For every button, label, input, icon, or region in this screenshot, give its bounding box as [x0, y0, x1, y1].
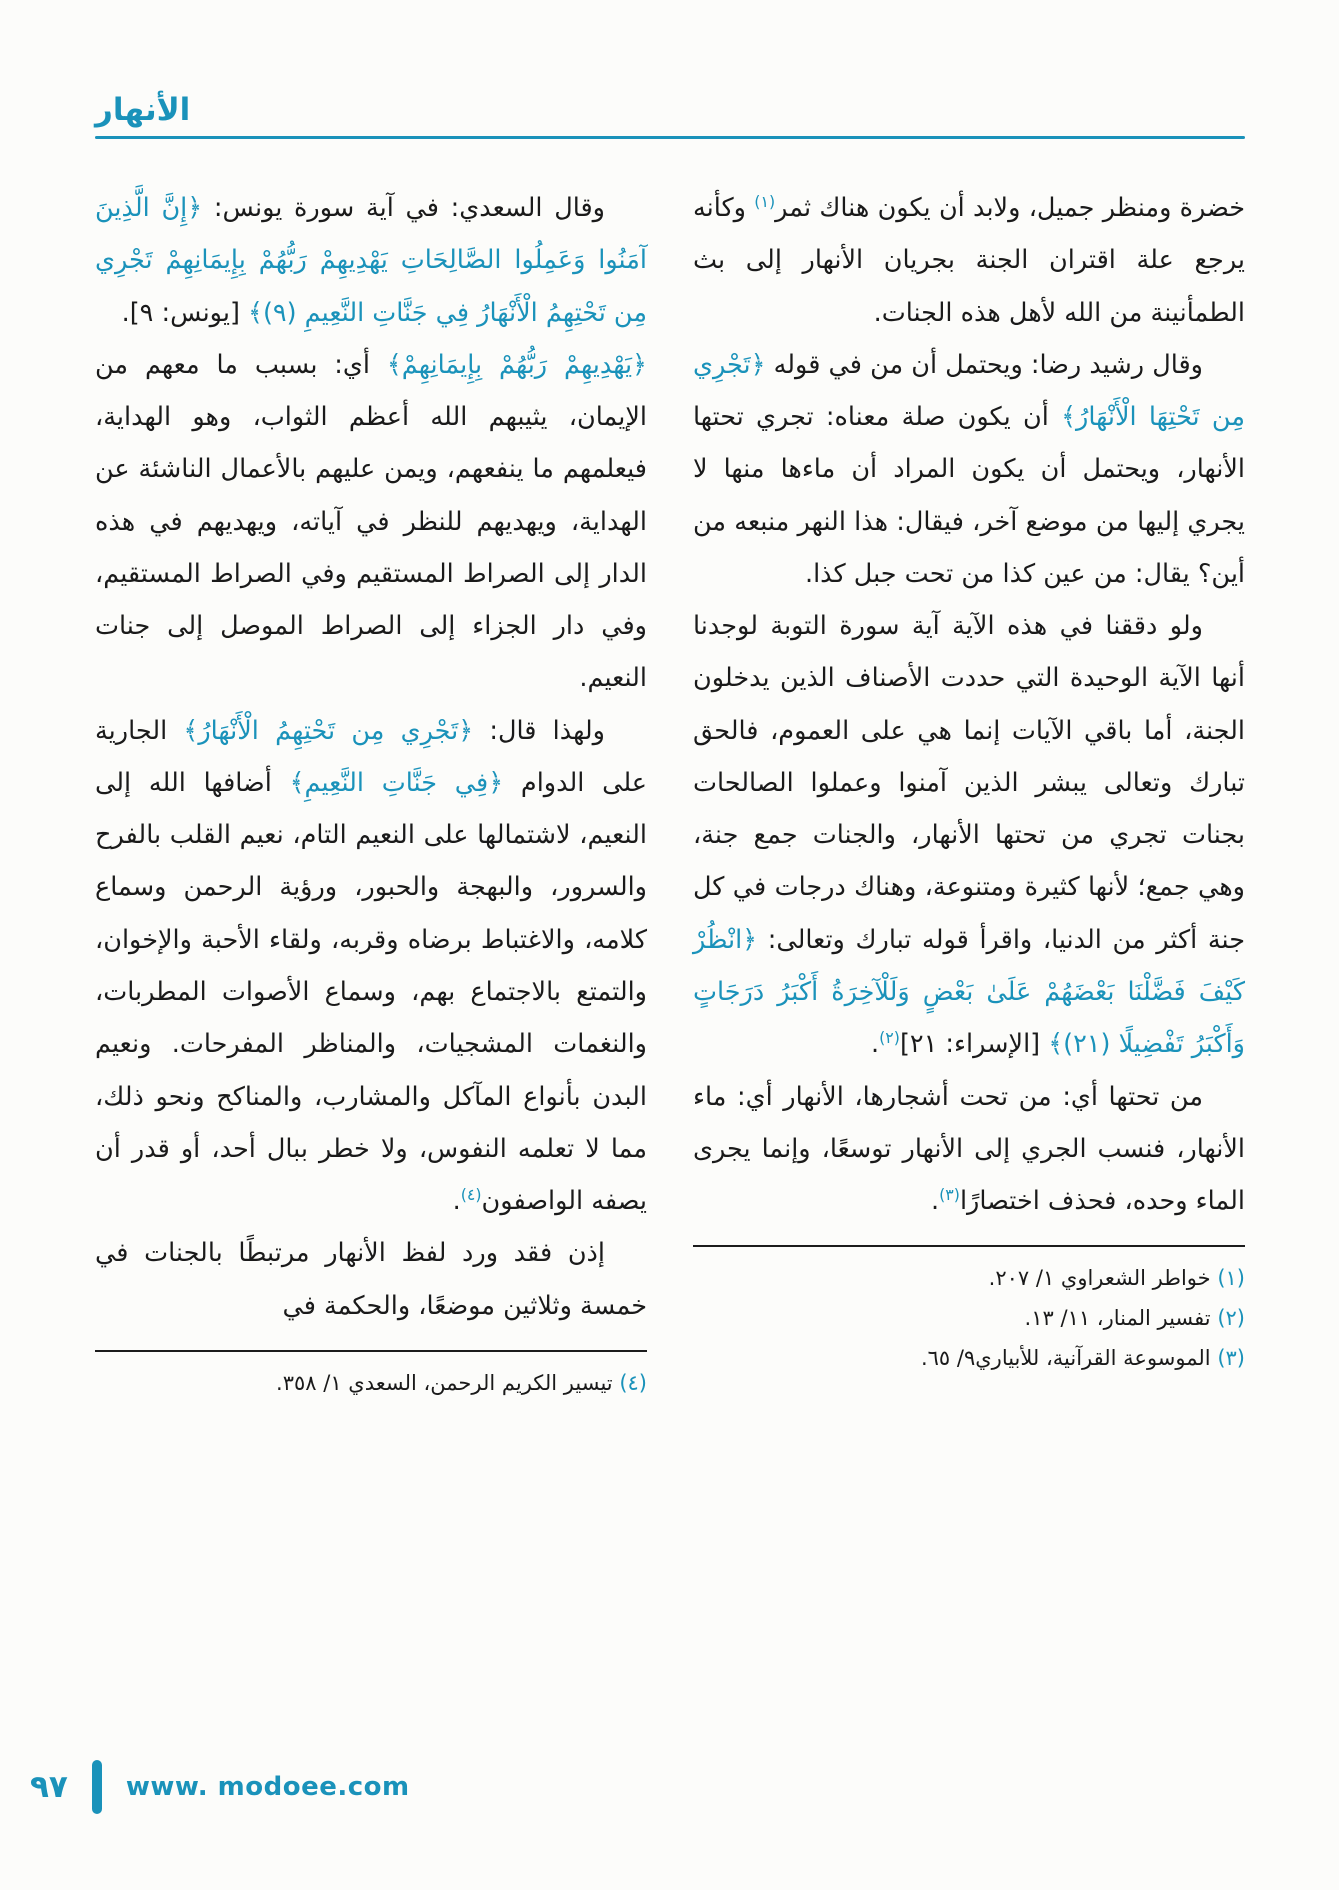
paragraph: [693, 1071, 1245, 1228]
footnote-text: خواطر الشعراوي ١/ ٢٠٧.: [988, 1266, 1218, 1291]
left-column-text: [95, 182, 647, 1332]
paragraph: [693, 339, 1245, 600]
footnote: [693, 1299, 1245, 1339]
footnote-marker: (٤): [460, 1185, 482, 1205]
footnote-number: (٤): [619, 1370, 647, 1395]
page-title: الأنهار: [95, 92, 191, 128]
text-run: [يونس: ٩].: [121, 297, 249, 328]
footnote: [693, 1339, 1245, 1379]
quran-verse: ﴿يَهْدِيهِمْ رَبُّهُمْ بِإِيمَانِهِمْ﴾: [386, 349, 647, 380]
quran-verse: ﴿تَجْرِي مِن تَحْتِهَا الْأَنْهَارُ﴾: [692, 349, 1246, 433]
footnote-marker: (١): [754, 192, 776, 211]
footnote: [95, 1364, 647, 1404]
paragraph: [95, 1227, 647, 1332]
footnote-number: (١): [1217, 1266, 1245, 1291]
footnote-number: (٢): [1217, 1306, 1245, 1331]
text-columns: [95, 182, 1245, 1404]
text-run: الجارية على الدوام: [95, 715, 647, 798]
footnote-text: الموسوعة القرآنية، للأبياري٩/ ٦٥.: [920, 1346, 1218, 1371]
page-header: [95, 92, 1245, 139]
footnote-marker: (٢): [879, 1028, 900, 1048]
paragraph: [693, 182, 1245, 339]
page-number: ٩٧: [30, 1769, 68, 1805]
right-column: [693, 182, 1245, 1404]
right-column-footnotes: [693, 1245, 1245, 1379]
footnote-marker: (٣): [939, 1185, 960, 1205]
quran-verse: ﴿فِي جَنَّاتِ النَّعِيمِ﴾: [289, 767, 504, 798]
text-run: وكأنه يرجع علة اقتران الجنة بجريان الأنهار إلى بث الطمأنينة من الله لأهل هذه الجنات.: [693, 193, 1245, 328]
text-run: إذن فقد ورد لفظ الأنهار مرتبطًا بالجنات في خمسة وثلاثين موضعًا، والحكمة في: [95, 1238, 647, 1321]
left-column-footnotes: [95, 1350, 647, 1404]
quran-verse: ﴿تَجْرِي مِن تَحْتِهِمُ الْأَنْهَارُ﴾: [183, 715, 474, 746]
footnote: [693, 1259, 1245, 1299]
text-run: .: [452, 1186, 461, 1217]
footnote-text: تفسير المنار، ١١/ ١٣.: [1024, 1306, 1218, 1331]
website-text: www. modoee.com: [125, 1772, 410, 1802]
right-column-text: [693, 182, 1245, 1227]
paragraph: [693, 600, 1245, 1070]
paragraph: [95, 182, 647, 339]
text-run: .: [931, 1186, 940, 1217]
text-run: وقال السعدي: في آية سورة يونس:: [202, 193, 605, 223]
quran-verse: ﴿إِنَّ الَّذِينَ آمَنُوا وَعَمِلُوا الصَّالِحَاتِ يَهْدِيهِمْ رَبُّهُمْ بِإِيمَانِهِمْ تَجْرِي مِن تَحْتِهِمُ الْأَنْهَارُ فِي جَنَّاتِ النَّعِيمِ (٩)﴾: [95, 193, 647, 328]
text-run: أن يكون صلة معناه: تجري تحتها الأنهار، ويحتمل أن يكون المراد أن ماءها منها لا يجري إليها من موضع آخر، فيقال: هذا النهر منبعه من أين؟ يقال: من عين كذا من تحت جبل كذا.: [693, 402, 1245, 589]
text-run: أضافها الله إلى النعيم، لاشتمالها على النعيم التام، نعيم القلب بالفرح والسرور، والبهجة والحبور، ورؤية الرحمن وسماع كلامه، والاغتباط برضاه وقربه، ولقاء الأحبة والإخوان، والتمتع بالاجتماع بهم، وسماع الأصوات المطربات، والنغمات المشجيات، والمناظر المفرحات. ونعيم البدن بأنواع المآكل والمشارب، والمناكح ونحو ذلك، مما لا تعلمه النفوس، ولا خطر ببال أحد، أو قدر أن يصفه الواصفون: [95, 767, 647, 1217]
text-run: من تحتها أي: من تحت أشجارها، الأنهار أي: ماء الأنهار، فنسب الجري إلى الأنهار توسعًا، وإنما يجرى الماء وحده، فحذف اختصارًا: [693, 1081, 1245, 1217]
footer-accent-bar: [92, 1760, 102, 1814]
page-footer: [30, 1760, 410, 1814]
text-run: خضرة ومنظر جميل، ولابد أن يكون هناك ثمر: [775, 193, 1245, 223]
paragraph: [95, 339, 647, 705]
text-run: ولو دققنا في هذه الآية آية سورة التوبة لوجدنا أنها الآية الوحيدة التي حددت الأصناف الذين يدخلون الجنة، أما باقي الآيات إنما هي على العموم، فالحق تبارك وتعالى يبشر الذين آمنوا وعملوا الصالحات بجنات تجري من تحتها الأنهار، والجنات جمع جنة، وهي جمع؛ لأنها كثيرة ومتنوعة، وهناك درجات في كل جنة أكثر من الدنيا، واقرأ قوله تبارك وتعالى:: [693, 611, 1245, 955]
text-run: [الإسراء: ٢١]: [899, 1029, 1049, 1060]
header-rule: [95, 136, 1245, 139]
text-run: وقال رشيد رضا: ويحتمل أن من في قوله: [765, 349, 1203, 380]
paragraph: [95, 705, 647, 1228]
left-column: [95, 182, 647, 1404]
footnote-number: (٣): [1217, 1346, 1245, 1371]
text-run: ولهذا قال:: [473, 715, 605, 746]
text-run: .: [871, 1029, 880, 1060]
quran-verse: ﴿انْظُرْ كَيْفَ فَضَّلْنَا بَعْضَهُمْ عَلَىٰ بَعْضٍ وَلَلْآخِرَةُ أَكْبَرُ دَرَجَاتٍ وَأَكْبَرُ تَفْضِيلًا (٢١)﴾: [693, 924, 1245, 1060]
footnote-text: تيسير الكريم الرحمن، السعدي ١/ ٣٥٨.: [276, 1370, 620, 1395]
text-run: أي: بسبب ما معهم من الإيمان، يثيبهم الله أعظم الثواب، وهو الهداية، فيعلمهم ما ينفعهم، ويمن عليهم بالأعمال الناشئة عن الهداية، ويهديهم للنظر في آياته، ويهديهم في هذه الدار إلى الصراط المستقيم وفي الصراط المستقيم، وفي دار الجزاء إلى الصراط الموصل إلى جنات النعيم.: [95, 349, 647, 694]
